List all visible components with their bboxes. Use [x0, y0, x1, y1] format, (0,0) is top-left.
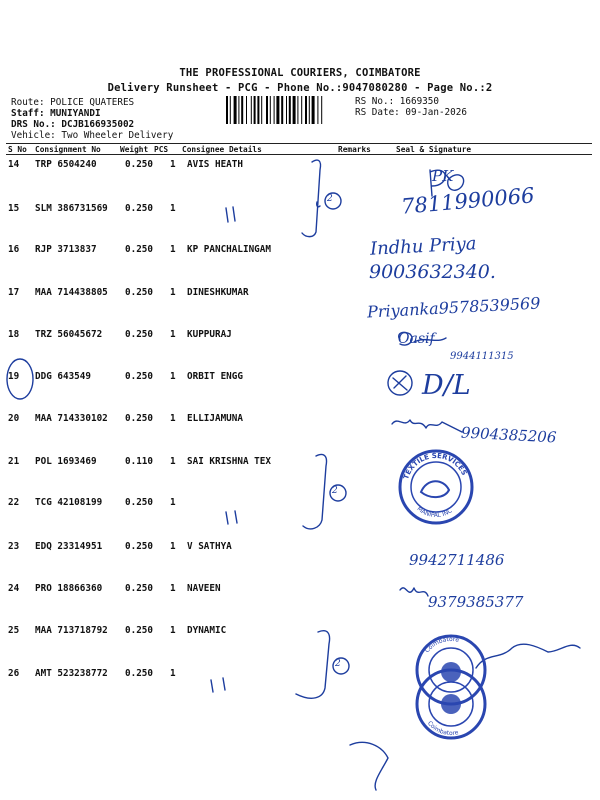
row-sno: 17 — [8, 287, 20, 298]
row-sno: 21 — [8, 456, 20, 467]
row-sno: 25 — [8, 625, 20, 636]
rs-date: RS Date: 09-Jan-2026 — [355, 107, 467, 118]
row-consignment: DDG 643549 — [35, 371, 91, 382]
textile-stamp — [397, 448, 475, 526]
col-consignee: Consignee Details — [182, 145, 262, 154]
svg-text:Coimbatore — [426, 720, 459, 737]
handwritten-phone: 9942711486 — [409, 551, 505, 569]
col-weight: Weight — [120, 145, 149, 154]
stamp-text-top: TEXTILE SERVICES — [402, 451, 469, 481]
handwritten-dl: D/L — [422, 370, 471, 401]
row-sno: 20 — [8, 413, 20, 424]
svg-text:Coimbatore — [424, 636, 460, 654]
row-sno: 16 — [8, 244, 20, 255]
handwritten-phone: 9944111315 — [450, 351, 514, 362]
row-sno: 18 — [8, 329, 20, 340]
row-pcs: 1 — [170, 244, 176, 255]
row-pcs: 1 — [170, 287, 176, 298]
col-sno: S No — [8, 145, 27, 154]
row-weight: 0.250 — [125, 625, 153, 636]
signature-scribble — [400, 588, 428, 596]
row-sno: 19 — [8, 371, 20, 382]
circled-number: 2 — [335, 659, 341, 669]
signature-scribble — [350, 742, 388, 790]
row-weight: 0.110 — [125, 456, 153, 467]
row-consignee: SAI KRISHNA TEX — [187, 456, 271, 467]
col-signature: Seal & Signature — [396, 145, 472, 154]
row-pcs: 1 — [170, 583, 176, 594]
row-consignment: MAA 714330102 — [35, 413, 108, 424]
row-pcs: 1 — [170, 497, 176, 508]
row-weight: 0.250 — [125, 244, 153, 255]
row-weight: 0.250 — [125, 203, 153, 214]
drs-label: DRS No.: DCJB166935002 — [11, 119, 135, 130]
svg-text:MANIPAL INC — [416, 505, 454, 519]
vehicle-label: Vehicle: Two Wheeler Delivery — [11, 130, 174, 141]
route-label: Route: POLICE QUATERES — [11, 97, 135, 108]
company-stamp — [408, 632, 494, 744]
circle-mark — [7, 359, 33, 399]
tick-mark — [211, 678, 225, 692]
runsheet-title: Delivery Runsheet - PCG - Phone No.:9047080280 - Page No.:2 — [107, 82, 493, 94]
circle-mark — [388, 371, 412, 395]
row-consignee: KP PANCHALINGAM — [187, 244, 271, 255]
row-consignee: DINESHKUMAR — [187, 287, 249, 298]
row-consignment: MAA 714438805 — [35, 287, 108, 298]
row-consignee: KUPPURAJ — [187, 329, 232, 340]
row-consignee: ORBIT ENGG — [187, 371, 243, 382]
stamp-text-top: Coimbatore — [423, 635, 460, 655]
row-weight: 0.250 — [125, 497, 153, 508]
col-remarks: Remarks — [338, 145, 371, 154]
col-consignment: Consignment No — [35, 145, 101, 154]
company-title: THE PROFESSIONAL COURIERS, COIMBATORE — [179, 67, 421, 79]
row-consignment: TCG 42108199 — [35, 497, 103, 508]
row-pcs: 1 — [170, 371, 176, 382]
bracket-mark — [296, 631, 330, 699]
row-weight: 0.250 — [125, 371, 153, 382]
row-pcs: 1 — [170, 203, 176, 214]
stamp-text-bottom: Coimbatore — [425, 719, 460, 738]
circled-number: 2 — [332, 486, 338, 496]
row-consignment: POL 1693469 — [35, 456, 97, 467]
row-consignment: EDQ 23314951 — [35, 541, 103, 552]
handwritten-initials: PK — [432, 167, 454, 185]
handwritten-phone: 9904385206 — [460, 423, 557, 447]
row-consignee: NAVEEN — [187, 583, 221, 594]
row-weight: 0.250 — [125, 668, 153, 679]
tick-mark — [226, 511, 237, 524]
row-sno: 26 — [8, 668, 20, 679]
row-sno: 23 — [8, 541, 20, 552]
row-consignment: RJP 3713837 — [35, 244, 97, 255]
tick-mark — [226, 207, 235, 222]
row-weight: 0.250 — [125, 329, 153, 340]
row-consignee: ELLIJAMUNA — [187, 413, 243, 424]
row-consignment: PRO 18866360 — [35, 583, 103, 594]
row-consignee: DYNAMIC — [187, 625, 227, 636]
row-weight: 0.250 — [125, 583, 153, 594]
row-consignment: MAA 713718792 — [35, 625, 108, 636]
row-consignee: V SATHYA — [187, 541, 232, 552]
row-weight: 0.250 — [125, 287, 153, 298]
row-pcs: 1 — [170, 413, 176, 424]
row-weight: 0.250 — [125, 541, 153, 552]
row-weight: 0.250 — [125, 413, 153, 424]
col-pcs: PCS — [154, 145, 169, 154]
row-weight: 0.250 — [125, 159, 153, 170]
row-consignee: AVIS HEATH — [187, 159, 243, 170]
handwritten-phone: 7811990066 — [400, 183, 536, 219]
row-pcs: 1 — [170, 159, 176, 170]
row-pcs: 1 — [170, 668, 176, 679]
row-sno: 14 — [8, 159, 20, 170]
row-pcs: 1 — [170, 329, 176, 340]
row-sno: 15 — [8, 203, 20, 214]
row-consignment: AMT 523238772 — [35, 668, 108, 679]
row-consignment: TRP 6504240 — [35, 159, 97, 170]
tick-mark — [393, 376, 407, 390]
row-consignment: SLM 386731569 — [35, 203, 108, 214]
circled-number: 2 — [327, 194, 333, 204]
handwritten-name-phone: Priyanka9578539569 — [366, 293, 541, 322]
row-sno: 24 — [8, 583, 20, 594]
staff-label: Staff: MUNIYANDI — [11, 108, 101, 119]
rs-number: RS No.: 1669350 — [355, 96, 439, 107]
handwritten-signature: Oasif — [398, 331, 435, 347]
bracket-mark — [303, 454, 327, 528]
row-pcs: 1 — [170, 541, 176, 552]
handwritten-phone: 9003632340. — [369, 261, 496, 283]
row-pcs: 1 — [170, 625, 176, 636]
handwritten-phone: 9379385377 — [428, 593, 524, 611]
bracket-mark — [302, 160, 321, 237]
handwritten-name: Indhu Priya — [369, 233, 477, 260]
stamp-text-bottom: MANIPAL INC — [415, 505, 454, 520]
row-consignment: TRZ 56045672 — [35, 329, 103, 340]
signature-scribble — [392, 420, 462, 432]
row-pcs: 1 — [170, 456, 176, 467]
row-sno: 22 — [8, 497, 20, 508]
